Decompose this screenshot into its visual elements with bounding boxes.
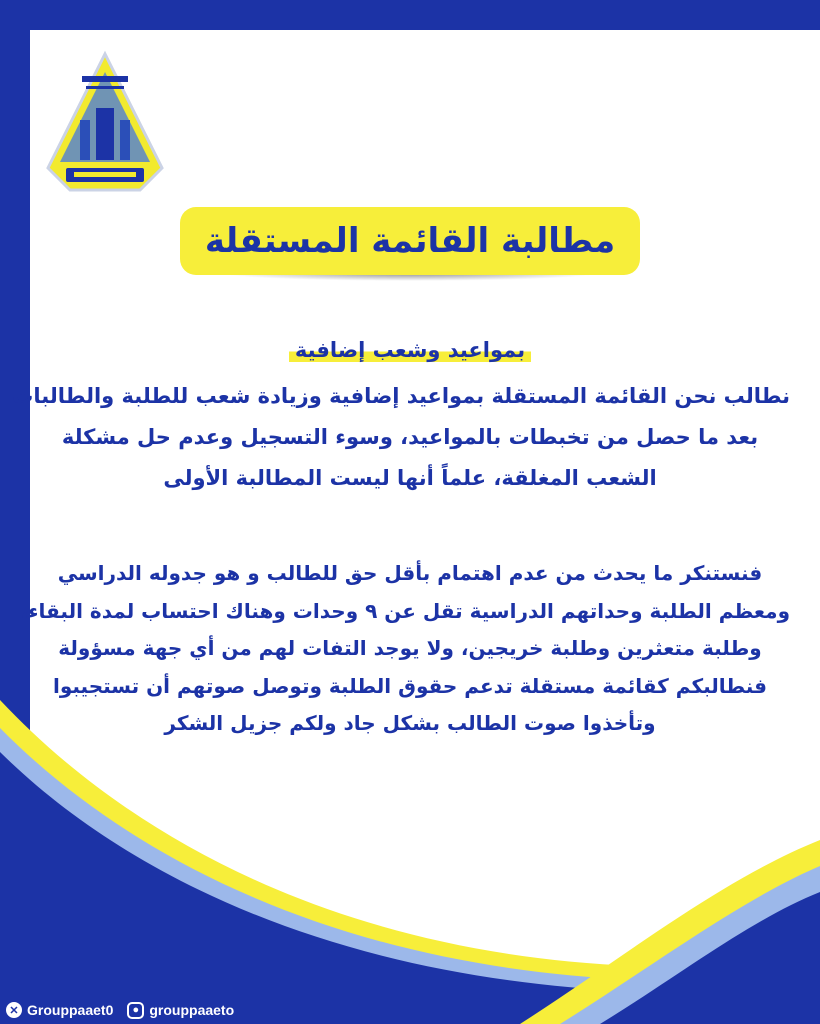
paragraph-2-line: وطلبة متعثرين وطلبة خريجين، ولا يوجد التفات لهم من أي جهة مسؤولة: [58, 636, 762, 660]
paragraph-1-line: بعد ما حصل من تخبطات بالمواعيد، وسوء التسجيل وعدم حل مشكلة: [61, 425, 759, 449]
footer: [0, 996, 820, 1024]
paragraph-1-line: نطالب نحن القائمة المستقلة بمواعيد إضافية وزيادة شعب للطلبة والطالبات: [12, 384, 790, 408]
page-title: مطالبة القائمة المستقلة: [180, 207, 640, 275]
paragraph-2-line: ومعظم الطلبة وحداتهم الدراسية تقل عن ٩ وحدات وهناك احتساب لمدة البقاء،: [20, 598, 790, 623]
subheading-container: [30, 336, 790, 364]
paragraph-1: [12, 376, 790, 499]
x-handle: Grouppaaet0: [27, 1002, 114, 1018]
al-mustaqilla-logo-icon: [40, 50, 170, 195]
x-icon: ✕: [6, 1002, 22, 1018]
instagram-link[interactable]: [127, 1002, 234, 1019]
paragraph-1-line: الشعب المغلقة، علماً أنها ليست المطالبة الأولى: [163, 466, 657, 490]
instagram-handle: grouppaaeto: [149, 1002, 235, 1018]
title-banner: [180, 207, 640, 277]
subheading: بمواعيد وشعب إضافية: [289, 336, 531, 364]
paragraph-2-line: فنستنكر ما يحدث من عدم اهتمام بأقل حق للطالب و هو جدوله الدراسي: [57, 561, 763, 585]
instagram-icon: ●: [127, 1002, 144, 1019]
x-link[interactable]: [6, 1002, 113, 1018]
paragraph-2-line: وتأخذوا صوت الطالب بشكل جاد ولكم جزيل الشكر: [164, 711, 656, 735]
paragraph-2: [20, 555, 790, 743]
paragraph-2-line: فنطالبكم كقائمة مستقلة تدعم حقوق الطلبة وتوصل صوتهم أن تستجيبوا: [52, 673, 768, 698]
